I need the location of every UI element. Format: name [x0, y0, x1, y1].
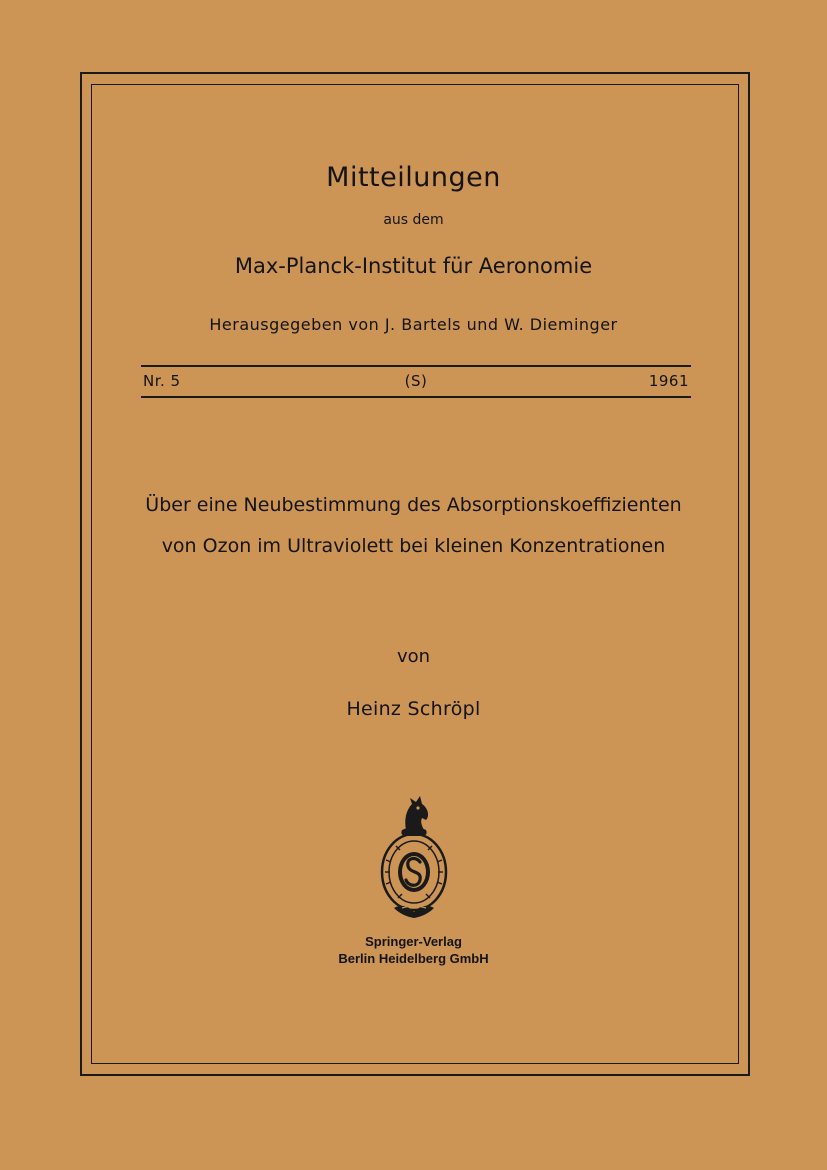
author-name: Heinz Schröpl: [346, 698, 481, 720]
springer-knight-logo-icon: [376, 790, 452, 922]
rule-bottom: [141, 396, 691, 398]
title-line-1: Über eine Neubestimmung des Absorptionskoeffizienten: [145, 494, 682, 516]
issue-year: 1961: [648, 372, 689, 390]
publisher-name: Springer-Verlag: [365, 934, 462, 949]
issue-series-code: (S): [404, 372, 428, 390]
publisher-location: Berlin Heidelberg GmbH: [338, 951, 489, 966]
rule-top: [141, 365, 691, 367]
title-line-2: von Ozon im Ultraviolett bei kleinen Konzentrationen: [161, 535, 666, 557]
series-title: Mitteilungen: [326, 162, 501, 193]
byline-von: von: [396, 646, 431, 667]
institute-name: Max-Planck-Institut für Aeronomie: [234, 254, 593, 278]
issue-number: Nr. 5: [143, 372, 181, 390]
issue-row: [141, 372, 691, 392]
editors-line: Herausgegeben von J. Bartels und W. Dieminger: [209, 315, 618, 334]
aus-dem-text: aus dem: [383, 212, 444, 228]
